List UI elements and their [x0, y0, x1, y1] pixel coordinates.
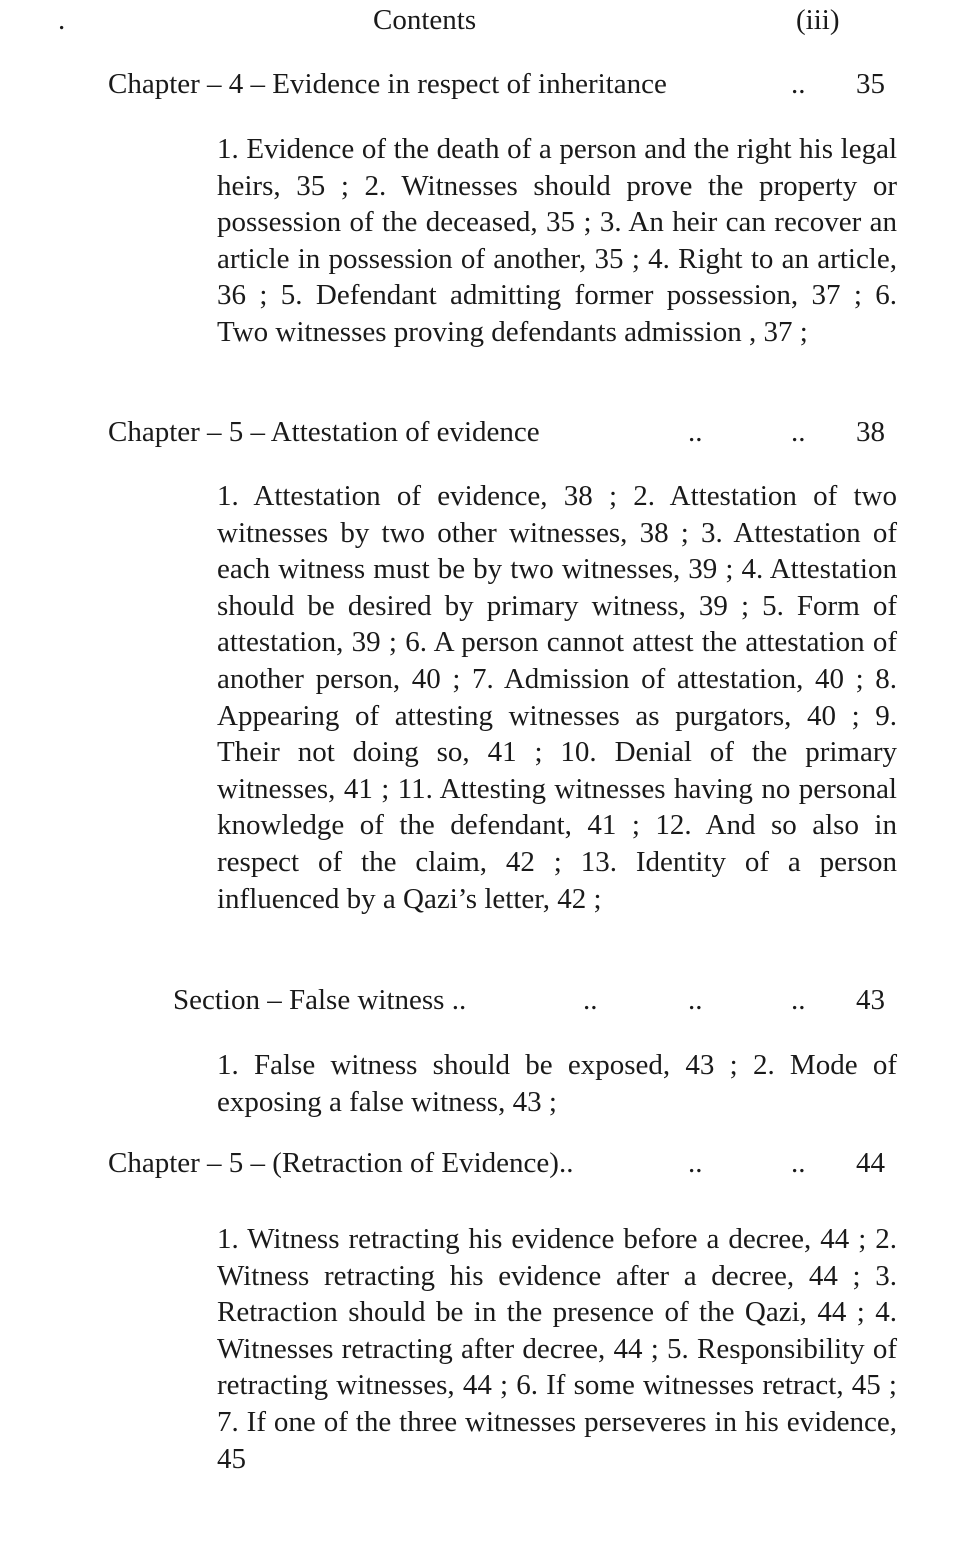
- toc-page-number: 38: [856, 416, 885, 448]
- toc-page-number: 43: [856, 984, 885, 1016]
- toc-entry-chapter-5-retraction: [108, 1147, 898, 1183]
- toc-entry-chapter-4: [108, 68, 898, 104]
- dot-leader: ..: [791, 68, 806, 100]
- toc-entry-description: 1. Evidence of the death of a person and the right his legal heirs, 35 ; 2. Witnesses should prove the property or possession of the deceased, 35 ; 3. An heir can recover an article in possession of another, 35 ; 4. Right to an article, 36 ; 5. Defendant admitting former possession, 37 ; 6. Two witnesses proving defendants admission , 37 ;: [217, 133, 897, 348]
- toc-entry-description: 1. False witness should be exposed, 43 ; 2. Mode of exposing a false witness, 43 ;: [217, 1049, 897, 1118]
- header-marker: .: [58, 4, 66, 36]
- dot-leader: ..: [791, 1147, 806, 1179]
- page-number: (iii): [796, 4, 840, 36]
- toc-entry-chapter-5-attestation: [108, 416, 898, 452]
- toc-heading: Section – False witness ..: [173, 984, 467, 1016]
- toc-entry-description: 1. Attestation of evidence, 38 ; 2. Attestation of two witnesses by two other witnesses, 38 ; 3. Attestation of each witness must be by two witnesses, 39 ; 4. Attestation should be desired by primary witness, 39 ; 5. Form of attestation, 39 ; 6. A person cannot attest the attestation of another person, 40 ; 7. Admission of attestation, 40 ; 8. Appearing of attesting witnesses as purgators, 40 ; 9. Their not doing so, 41 ; 10. Denial of the primary witnesses, 41 ; 11. Attesting witnesses having no personal knowledge of the defendant, 41 ; 12. And so also in respect of the claim, 42 ; 13. Identity of a person influenced by a Qazi’s letter, 42 ;: [217, 480, 897, 915]
- toc-entry-section-false-witness: [173, 984, 898, 1020]
- dot-leader: ..: [791, 416, 806, 448]
- running-title: Contents: [373, 4, 477, 36]
- toc-heading: Chapter – 5 – Attestation of evidence: [108, 416, 540, 448]
- dot-leader: ..: [791, 984, 806, 1016]
- toc-heading: Chapter – 4 – Evidence in respect of inheritance: [108, 68, 667, 100]
- toc-page-number: 44: [856, 1147, 885, 1179]
- toc-entry-description: 1. Witness retracting his evidence before a decree, 44 ; 2. Witness retracting his evidence after a decree, 44 ; 3. Retraction should be in the presence of the Qazi, 44 ; 4. Witnesses retracting after decree, 44 ; 5. Responsibility of retracting witnesses, 44 ; 6. If some witnesses retract, 45 ; 7. If one of the three witnesses perseveres in his evidence, 45: [217, 1223, 897, 1475]
- toc-heading: Chapter – 5 – (Retraction of Evidence)..: [108, 1147, 574, 1179]
- dot-leader: ..: [688, 984, 703, 1016]
- toc-page-number: 35: [856, 68, 885, 100]
- dot-leader: ..: [688, 416, 703, 448]
- page-header: [0, 4, 960, 40]
- dot-leader: ..: [688, 1147, 703, 1179]
- dot-leader: ..: [583, 984, 598, 1016]
